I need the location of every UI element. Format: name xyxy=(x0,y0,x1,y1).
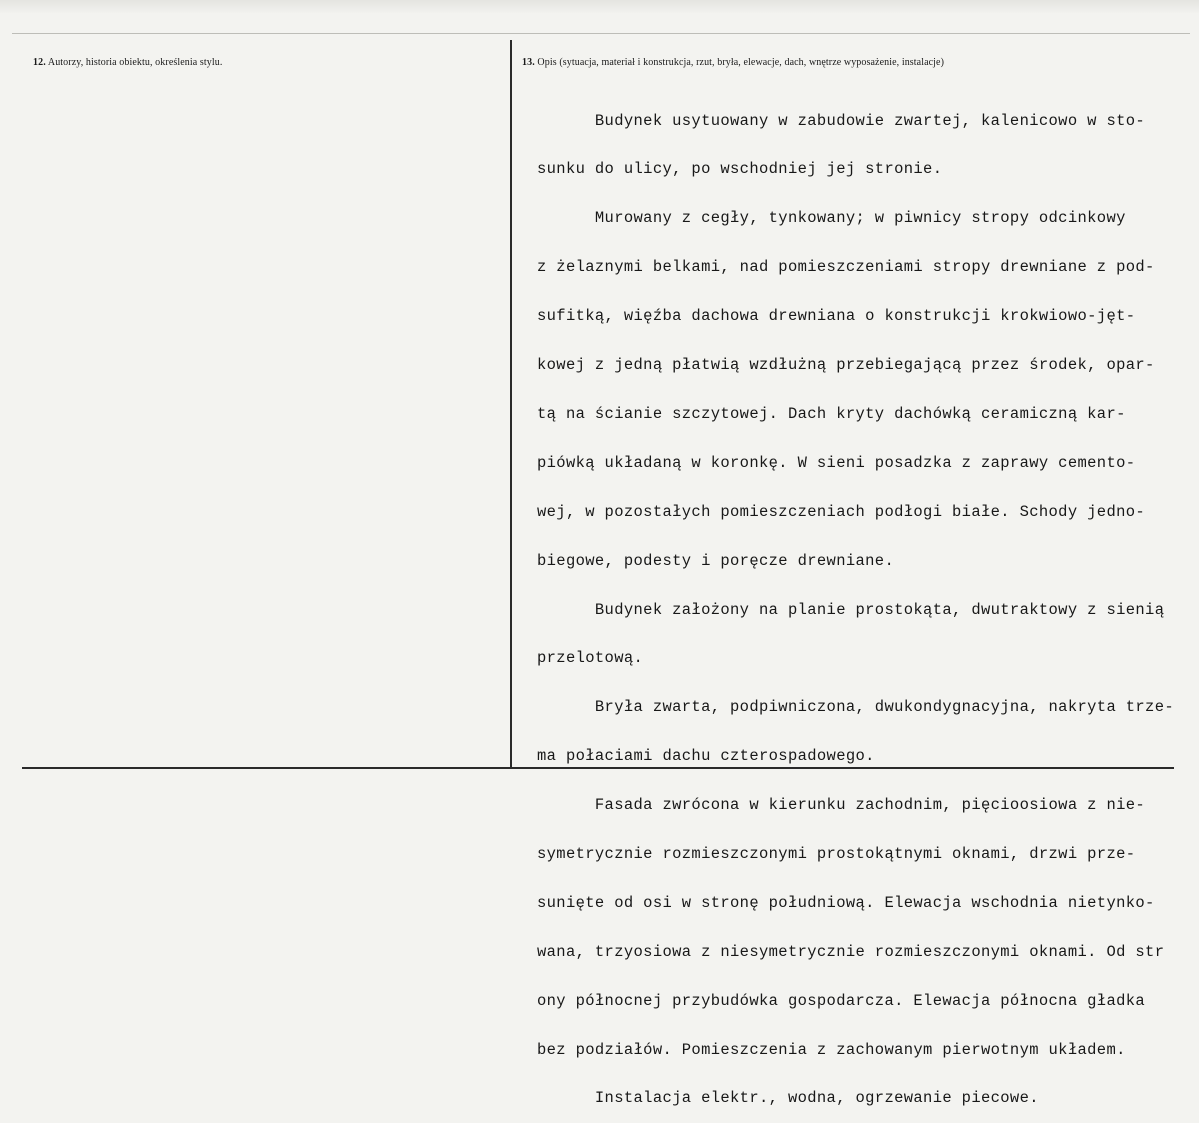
description-line: ma połaciami dachu czterospadowego. xyxy=(537,747,875,766)
description-line: wej, w pozostałych pomieszczeniach podłogi białe. Schody jedno- xyxy=(537,502,1146,521)
description-line: Murowany z cegły, tynkowany; w piwnicy stropy odcinkowy xyxy=(537,209,1126,228)
description-line: piówką układaną w koronkę. W sieni posadzka z zaprawy cemento- xyxy=(537,453,1136,472)
description-line: z żelaznymi belkami, nad pomieszczeniami stropy drewniane z pod- xyxy=(537,258,1155,277)
description-line: Instalacja elektr., wodna, ogrzewanie piecowe. xyxy=(537,1089,1039,1108)
description-line: Bryła zwarta, podpiwniczona, dwukondygnacyjna, nakryta trze- xyxy=(537,698,1174,717)
description-line: symetrycznie rozmieszczonymi prostokątnymi oknami, drzwi prze- xyxy=(537,844,1136,863)
section-12-title: Autorzy, historia obiektu, określenia stylu. xyxy=(47,57,223,68)
description-line: Budynek założony na planie prostokąta, dwutraktowy z sienią xyxy=(537,600,1165,619)
column-divider xyxy=(510,40,512,767)
description-line: ony północnej przybudówka gospodarcza. Elewacja północna gładka xyxy=(537,991,1146,1010)
bottom-rule xyxy=(22,767,1174,769)
description-line: tą na ścianie szczytowej. Dach kryty dachówką ceramiczną kar- xyxy=(537,404,1126,423)
description-line: wana, trzyosiowa z niesymetrycznie rozmieszczonymi oknami. Od str xyxy=(537,942,1165,961)
description-line: sunięte od osi w stronę południową. Elewacja wschodnia nietynko- xyxy=(537,893,1155,912)
top-rule xyxy=(12,33,1190,34)
description-line: sunku do ulicy, po wschodniej jej stronie. xyxy=(537,160,943,179)
section-13-number: 13. xyxy=(522,57,535,68)
scan-edge-shadow xyxy=(0,0,1199,14)
description-line: Budynek usytuowany w zabudowie zwartej, kalenicowo w sto- xyxy=(537,111,1146,130)
section-12-heading xyxy=(33,57,222,68)
description-line: kowej z jedną płatwią wzdłużną przebiegającą przez środek, opar- xyxy=(537,356,1155,375)
section-13-title: Opis (sytuacja, materiał i konstrukcja, rzut, bryła, elewacje, dach, wnętrze wyposażenie, instalacje) xyxy=(537,57,945,68)
typed-description xyxy=(537,80,1197,1123)
description-line: bez podziałów. Pomieszczenia z zachowanym pierwotnym układem. xyxy=(537,1040,1126,1059)
description-line: biegowe, podesty i poręcze drewniane. xyxy=(537,551,895,570)
description-line: przelotową. xyxy=(537,649,644,668)
section-13-heading xyxy=(522,57,944,68)
description-line: Fasada zwrócona w kierunku zachodnim, pięcioosiowa z nie- xyxy=(537,796,1146,815)
description-line: sufitką, więźba dachowa drewniana o konstrukcji krokwiowo-jęt- xyxy=(537,307,1136,326)
section-12-number: 12. xyxy=(33,57,46,68)
